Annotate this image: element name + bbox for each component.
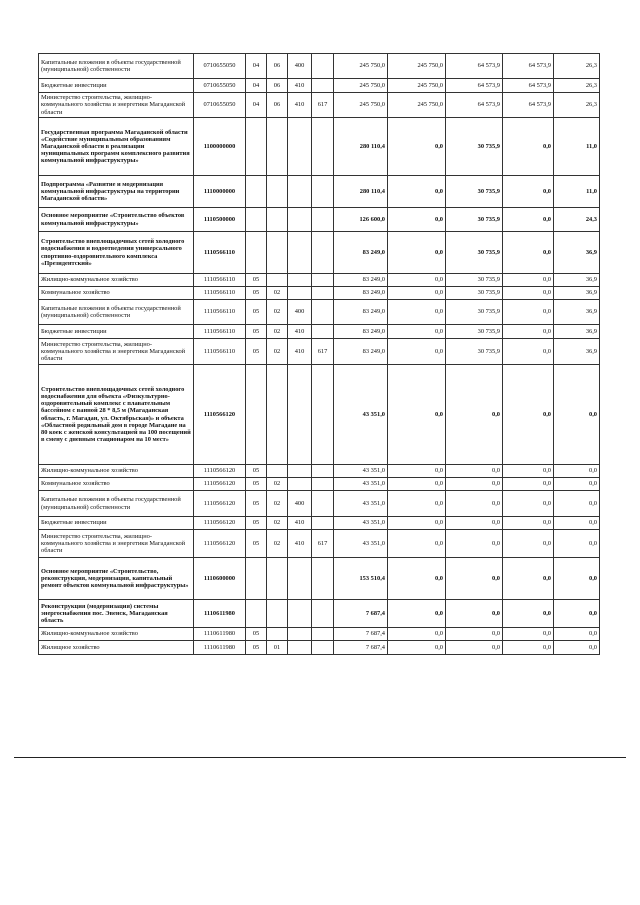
cell-approved-federal: 0,0 — [388, 274, 446, 287]
table-row — [39, 339, 600, 365]
table-row — [39, 208, 600, 232]
cell-approved-total: 7 687,4 — [334, 628, 388, 641]
table-row — [39, 54, 600, 79]
cell-executed-total: 0,0 — [446, 491, 503, 517]
cell-subsection — [267, 232, 288, 274]
cell-expense-type: 400 — [288, 54, 312, 79]
cell-approved-federal: 0,0 — [388, 491, 446, 517]
cell-approved-total: 43 351,0 — [334, 465, 388, 478]
cell-approved-total: 43 351,0 — [334, 365, 388, 465]
cell-expense-type — [288, 641, 312, 655]
cell-expense-type — [288, 118, 312, 176]
cell-approved-total: 43 351,0 — [334, 517, 388, 530]
cell-name: Жилищное хозяйство — [39, 641, 194, 655]
cell-subsection — [267, 118, 288, 176]
cell-executed-federal: 0,0 — [503, 365, 554, 465]
table-row — [39, 465, 600, 478]
cell-target-code: 1100000000 — [194, 118, 246, 176]
cell-percent: 0,0 — [554, 600, 600, 628]
cell-expense-type — [288, 274, 312, 287]
table-row — [39, 93, 600, 118]
cell-section — [246, 208, 267, 232]
table-row — [39, 176, 600, 208]
cell-approved-total: 43 351,0 — [334, 478, 388, 491]
cell-approved-total: 7 687,4 — [334, 600, 388, 628]
cell-executed-federal: 0,0 — [503, 491, 554, 517]
cell-percent: 26,3 — [554, 79, 600, 93]
table-row — [39, 118, 600, 176]
cell-executed-total: 0,0 — [446, 641, 503, 655]
cell-approved-total: 245 750,0 — [334, 54, 388, 79]
table-row — [39, 600, 600, 628]
cell-approved-total: 43 351,0 — [334, 530, 388, 558]
cell-approved-federal: 0,0 — [388, 641, 446, 655]
cell-percent: 36,9 — [554, 287, 600, 300]
cell-target-code: 1110611980 — [194, 641, 246, 655]
cell-target-code: 0710655050 — [194, 79, 246, 93]
cell-executed-federal: 0,0 — [503, 558, 554, 600]
cell-section: 05 — [246, 530, 267, 558]
cell-name: Министерство строительства, жилищно-коммунального хозяйства и энергетики Магаданской области — [39, 339, 194, 365]
cell-executed-federal: 0,0 — [503, 465, 554, 478]
cell-expense-type — [288, 478, 312, 491]
cell-subsection: 01 — [267, 641, 288, 655]
cell-percent: 0,0 — [554, 517, 600, 530]
cell-percent: 24,3 — [554, 208, 600, 232]
cell-section — [246, 600, 267, 628]
cell-executed-federal: 0,0 — [503, 530, 554, 558]
cell-target-code: 0710655050 — [194, 93, 246, 118]
cell-department — [312, 79, 334, 93]
cell-department — [312, 558, 334, 600]
cell-target-code: 1110566120 — [194, 478, 246, 491]
cell-department — [312, 118, 334, 176]
cell-section — [246, 232, 267, 274]
cell-subsection: 02 — [267, 339, 288, 365]
cell-department — [312, 641, 334, 655]
cell-target-code: 1110611980 — [194, 628, 246, 641]
cell-percent: 0,0 — [554, 491, 600, 517]
cell-approved-federal: 0,0 — [388, 176, 446, 208]
cell-department — [312, 478, 334, 491]
cell-subsection: 06 — [267, 93, 288, 118]
cell-target-code: 1110566110 — [194, 339, 246, 365]
cell-name: Бюджетные инвестиции — [39, 325, 194, 339]
cell-percent: 36,9 — [554, 232, 600, 274]
cell-section: 05 — [246, 517, 267, 530]
cell-expense-type: 410 — [288, 325, 312, 339]
cell-approved-federal: 0,0 — [388, 465, 446, 478]
cell-name: Капитальные вложения в объекты государственной (муниципальной) собственности — [39, 300, 194, 325]
cell-percent: 0,0 — [554, 530, 600, 558]
cell-executed-federal: 64 573,9 — [503, 54, 554, 79]
cell-approved-total: 126 600,0 — [334, 208, 388, 232]
cell-approved-total: 280 110,4 — [334, 176, 388, 208]
cell-percent: 26,3 — [554, 93, 600, 118]
table-body — [39, 54, 600, 655]
cell-approved-federal: 0,0 — [388, 339, 446, 365]
cell-subsection — [267, 600, 288, 628]
cell-department — [312, 287, 334, 300]
cell-percent: 11,0 — [554, 176, 600, 208]
cell-approved-total: 83 249,0 — [334, 339, 388, 365]
cell-subsection — [267, 176, 288, 208]
cell-subsection — [267, 274, 288, 287]
table-row — [39, 491, 600, 517]
cell-department — [312, 517, 334, 530]
cell-approved-federal: 245 750,0 — [388, 79, 446, 93]
cell-section: 05 — [246, 465, 267, 478]
cell-target-code: 1110566110 — [194, 287, 246, 300]
cell-department — [312, 274, 334, 287]
cell-executed-total: 30 735,9 — [446, 325, 503, 339]
cell-department — [312, 208, 334, 232]
cell-department — [312, 600, 334, 628]
cell-executed-total: 30 735,9 — [446, 287, 503, 300]
table-row — [39, 300, 600, 325]
table-row — [39, 517, 600, 530]
cell-subsection: 02 — [267, 300, 288, 325]
cell-department — [312, 325, 334, 339]
cell-executed-total: 30 735,9 — [446, 232, 503, 274]
cell-name: Бюджетные инвестиции — [39, 79, 194, 93]
table-row — [39, 530, 600, 558]
cell-approved-federal: 0,0 — [388, 300, 446, 325]
cell-percent: 36,9 — [554, 325, 600, 339]
cell-section: 05 — [246, 325, 267, 339]
cell-expense-type — [288, 232, 312, 274]
cell-percent: 0,0 — [554, 628, 600, 641]
cell-target-code: 1110566120 — [194, 365, 246, 465]
cell-percent: 36,9 — [554, 300, 600, 325]
table-row — [39, 287, 600, 300]
cell-expense-type — [288, 628, 312, 641]
cell-executed-total: 0,0 — [446, 517, 503, 530]
cell-executed-federal: 0,0 — [503, 176, 554, 208]
cell-approved-total: 153 510,4 — [334, 558, 388, 600]
cell-section: 05 — [246, 300, 267, 325]
cell-expense-type: 400 — [288, 491, 312, 517]
cell-name: Жилищно-коммунальное хозяйство — [39, 274, 194, 287]
cell-target-code: 1110500000 — [194, 208, 246, 232]
cell-name: Коммунальное хозяйство — [39, 478, 194, 491]
cell-executed-total: 30 735,9 — [446, 339, 503, 365]
cell-executed-federal: 0,0 — [503, 287, 554, 300]
cell-approved-federal: 0,0 — [388, 365, 446, 465]
cell-department — [312, 628, 334, 641]
cell-target-code: 1110566120 — [194, 517, 246, 530]
cell-name: Государственная программа Магаданской области «Содействие муниципальным образованиям Магаданской области в реализации муниципальных программ комплексного развития коммунальной инфраструктуры» — [39, 118, 194, 176]
cell-percent: 0,0 — [554, 365, 600, 465]
cell-percent: 36,9 — [554, 339, 600, 365]
cell-department — [312, 176, 334, 208]
cell-name: Строительство внеплощадочных сетей холодного водоснабжения для объекта «Физкультурно-оздоровительный комплекс с плавательным бассейном с ванной 28 * 8,5 м (Магаданская область, г. Магадан, ул. Октябрьская)» и объекта «Областной родильный дом в городе Магадане на 80 коек с женской консультацией на 100 посещений в смену с дневным стационаром на 10 мест» — [39, 365, 194, 465]
cell-approved-total: 43 351,0 — [334, 491, 388, 517]
cell-section: 04 — [246, 93, 267, 118]
cell-approved-federal: 0,0 — [388, 628, 446, 641]
cell-approved-federal: 245 750,0 — [388, 54, 446, 79]
cell-approved-total: 7 687,4 — [334, 641, 388, 655]
cell-name: Реконструкция (модернизация) системы энергоснабжения пос. Эвенск, Магаданская область — [39, 600, 194, 628]
cell-percent: 26,3 — [554, 54, 600, 79]
cell-subsection: 06 — [267, 54, 288, 79]
cell-approved-federal: 0,0 — [388, 600, 446, 628]
cell-approved-total: 280 110,4 — [334, 118, 388, 176]
cell-target-code: 1110600000 — [194, 558, 246, 600]
cell-approved-total: 83 249,0 — [334, 232, 388, 274]
cell-executed-federal: 0,0 — [503, 628, 554, 641]
cell-executed-federal: 0,0 — [503, 641, 554, 655]
cell-approved-federal: 0,0 — [388, 208, 446, 232]
cell-section: 04 — [246, 79, 267, 93]
cell-name: Основное мероприятие «Строительство объектов коммунальной инфраструктуры» — [39, 208, 194, 232]
cell-name: Строительство внеплощадочных сетей холодного водоснабжения и водоотведения универсального спортивно-оздоровительного комплекса «Президентский» — [39, 232, 194, 274]
cell-target-code: 1110566120 — [194, 530, 246, 558]
table-row — [39, 628, 600, 641]
cell-expense-type: 400 — [288, 300, 312, 325]
cell-subsection: 02 — [267, 491, 288, 517]
cell-executed-total: 64 573,9 — [446, 54, 503, 79]
cell-approved-total: 245 750,0 — [334, 93, 388, 118]
cell-approved-total: 83 249,0 — [334, 300, 388, 325]
cell-department — [312, 232, 334, 274]
cell-name: Министерство строительства, жилищно-коммунального хозяйства и энергетики Магаданской области — [39, 530, 194, 558]
cell-executed-federal: 0,0 — [503, 232, 554, 274]
cell-executed-federal: 0,0 — [503, 517, 554, 530]
cell-approved-federal: 0,0 — [388, 478, 446, 491]
cell-expense-type: 410 — [288, 79, 312, 93]
budget-table — [38, 53, 600, 655]
cell-section: 04 — [246, 54, 267, 79]
cell-target-code: 1110566120 — [194, 491, 246, 517]
cell-percent: 36,9 — [554, 274, 600, 287]
cell-department — [312, 54, 334, 79]
cell-executed-total: 0,0 — [446, 465, 503, 478]
cell-approved-federal: 0,0 — [388, 517, 446, 530]
cell-approved-federal: 0,0 — [388, 232, 446, 274]
cell-executed-total: 64 573,9 — [446, 79, 503, 93]
page-divider — [14, 757, 626, 758]
cell-percent: 0,0 — [554, 465, 600, 478]
cell-executed-federal: 64 573,9 — [503, 79, 554, 93]
cell-expense-type — [288, 558, 312, 600]
cell-name: Основное мероприятие «Строительство, реконструкция, модернизация, капитальный ремонт объектов коммунальной инфраструктуры» — [39, 558, 194, 600]
cell-expense-type — [288, 287, 312, 300]
table-row — [39, 274, 600, 287]
cell-executed-federal: 0,0 — [503, 325, 554, 339]
cell-subsection — [267, 208, 288, 232]
cell-executed-total: 30 735,9 — [446, 208, 503, 232]
cell-section — [246, 558, 267, 600]
cell-expense-type — [288, 365, 312, 465]
cell-subsection: 06 — [267, 79, 288, 93]
cell-expense-type: 410 — [288, 339, 312, 365]
cell-approved-federal: 0,0 — [388, 118, 446, 176]
cell-executed-federal: 0,0 — [503, 600, 554, 628]
cell-percent: 11,0 — [554, 118, 600, 176]
cell-section — [246, 118, 267, 176]
cell-target-code: 1110566110 — [194, 274, 246, 287]
cell-executed-total: 30 735,9 — [446, 176, 503, 208]
cell-percent: 0,0 — [554, 641, 600, 655]
cell-department — [312, 491, 334, 517]
cell-expense-type — [288, 208, 312, 232]
cell-department — [312, 365, 334, 465]
cell-subsection: 02 — [267, 530, 288, 558]
cell-approved-federal: 0,0 — [388, 287, 446, 300]
cell-executed-total: 0,0 — [446, 365, 503, 465]
cell-target-code: 1110000000 — [194, 176, 246, 208]
cell-name: Жилищно-коммунальное хозяйство — [39, 465, 194, 478]
cell-section: 05 — [246, 628, 267, 641]
table-row — [39, 478, 600, 491]
cell-name: Капитальные вложения в объекты государственной (муниципальной) собственности — [39, 54, 194, 79]
cell-subsection: 02 — [267, 478, 288, 491]
cell-percent: 0,0 — [554, 558, 600, 600]
table-row — [39, 641, 600, 655]
table-row — [39, 325, 600, 339]
cell-subsection: 02 — [267, 287, 288, 300]
cell-percent: 0,0 — [554, 478, 600, 491]
cell-executed-total: 0,0 — [446, 600, 503, 628]
cell-target-code: 1110566110 — [194, 232, 246, 274]
cell-name: Министерство строительства, жилищно-коммунального хозяйства и энергетики Магаданской области — [39, 93, 194, 118]
cell-executed-federal: 0,0 — [503, 478, 554, 491]
cell-executed-federal: 0,0 — [503, 300, 554, 325]
cell-section: 05 — [246, 287, 267, 300]
cell-expense-type — [288, 465, 312, 478]
cell-approved-federal: 0,0 — [388, 325, 446, 339]
cell-executed-total: 30 735,9 — [446, 300, 503, 325]
cell-section: 05 — [246, 491, 267, 517]
cell-section — [246, 176, 267, 208]
cell-expense-type: 410 — [288, 517, 312, 530]
cell-subsection: 02 — [267, 517, 288, 530]
cell-executed-total: 0,0 — [446, 558, 503, 600]
cell-subsection: 02 — [267, 325, 288, 339]
cell-executed-total: 64 573,9 — [446, 93, 503, 118]
cell-department: 617 — [312, 530, 334, 558]
cell-expense-type: 410 — [288, 530, 312, 558]
cell-section: 05 — [246, 641, 267, 655]
cell-name: Жилищно-коммунальное хозяйство — [39, 628, 194, 641]
cell-executed-total: 0,0 — [446, 628, 503, 641]
cell-subsection — [267, 465, 288, 478]
cell-executed-total: 30 735,9 — [446, 274, 503, 287]
cell-expense-type — [288, 176, 312, 208]
table-row — [39, 232, 600, 274]
cell-approved-total: 83 249,0 — [334, 325, 388, 339]
cell-section: 05 — [246, 478, 267, 491]
table-row — [39, 365, 600, 465]
cell-target-code: 0710655050 — [194, 54, 246, 79]
cell-department — [312, 300, 334, 325]
cell-subsection — [267, 558, 288, 600]
cell-approved-total: 245 750,0 — [334, 79, 388, 93]
cell-section: 05 — [246, 339, 267, 365]
cell-target-code: 1110611980 — [194, 600, 246, 628]
cell-target-code: 1110566110 — [194, 300, 246, 325]
cell-approved-total: 83 249,0 — [334, 274, 388, 287]
cell-executed-total: 0,0 — [446, 530, 503, 558]
cell-name: Капитальные вложения в объекты государственной (муниципальной) собственности — [39, 491, 194, 517]
cell-executed-federal: 64 573,9 — [503, 93, 554, 118]
cell-approved-federal: 245 750,0 — [388, 93, 446, 118]
cell-subsection — [267, 628, 288, 641]
cell-department: 617 — [312, 339, 334, 365]
cell-target-code: 1110566110 — [194, 325, 246, 339]
cell-name: Подпрограмма «Развитие и модернизация коммунальной инфраструктуры на территории Магаданской области» — [39, 176, 194, 208]
table-row — [39, 79, 600, 93]
cell-subsection — [267, 365, 288, 465]
cell-section: 05 — [246, 274, 267, 287]
cell-executed-federal: 0,0 — [503, 118, 554, 176]
cell-approved-federal: 0,0 — [388, 558, 446, 600]
table-row — [39, 558, 600, 600]
cell-executed-total: 0,0 — [446, 478, 503, 491]
cell-approved-federal: 0,0 — [388, 530, 446, 558]
cell-approved-total: 83 249,0 — [334, 287, 388, 300]
cell-expense-type — [288, 600, 312, 628]
cell-department: 617 — [312, 93, 334, 118]
cell-name: Коммунальное хозяйство — [39, 287, 194, 300]
cell-executed-federal: 0,0 — [503, 208, 554, 232]
cell-department — [312, 465, 334, 478]
cell-executed-federal: 0,0 — [503, 274, 554, 287]
cell-section — [246, 365, 267, 465]
cell-executed-total: 30 735,9 — [446, 118, 503, 176]
cell-expense-type: 410 — [288, 93, 312, 118]
cell-executed-federal: 0,0 — [503, 339, 554, 365]
cell-target-code: 1110566120 — [194, 465, 246, 478]
cell-name: Бюджетные инвестиции — [39, 517, 194, 530]
